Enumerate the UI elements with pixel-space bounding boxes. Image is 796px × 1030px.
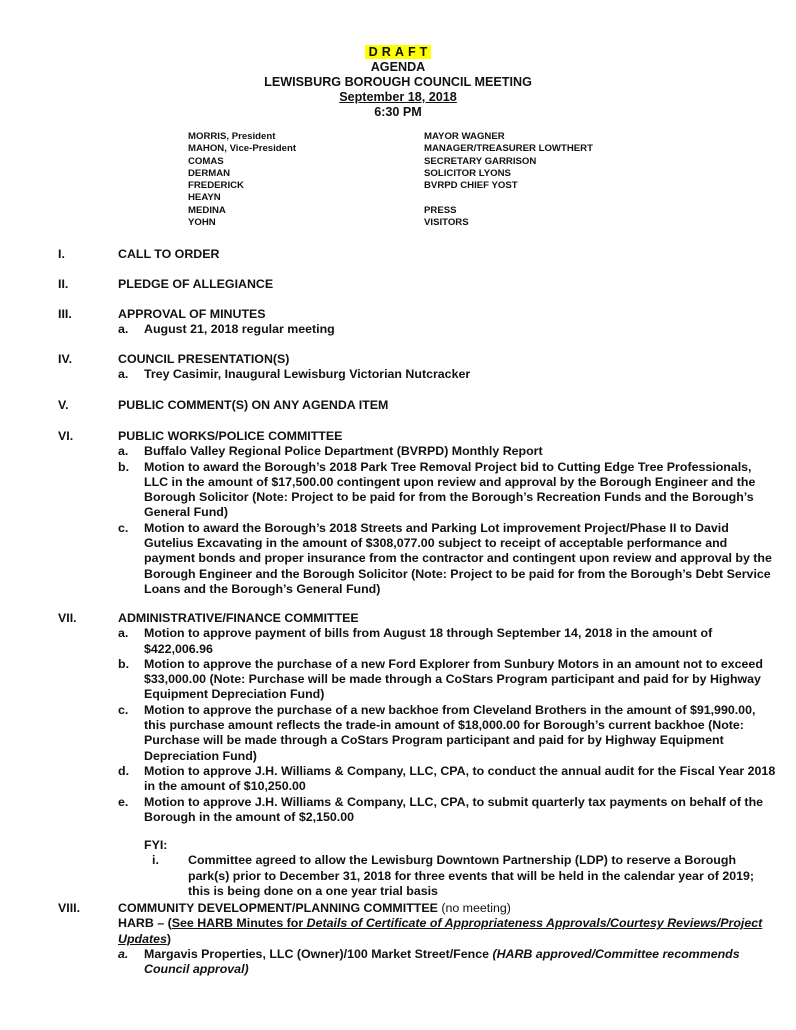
agenda-item — [118, 626, 778, 657]
item-label: a. — [118, 946, 129, 961]
agenda-item — [118, 367, 778, 382]
agenda-section-admin-finance — [58, 611, 778, 899]
item-label: c. — [118, 520, 129, 535]
item-text: Motion to award the Borough’s 2018 Park Tree Removal Project bid to Cutting Edge Tree Professionals, LLC in the amount of $17,500.00 contingent upon review and approval by the Borough Engineer and the Borough Solicitor (Note: Project to be paid for from the Borough’s Recreation Funds and the Borough’s General Fund) — [144, 459, 756, 520]
agenda-item — [118, 703, 778, 764]
section-title: PUBLIC COMMENT(S) ON ANY AGENDA ITEM — [118, 398, 389, 412]
section-number: IV. — [58, 352, 73, 366]
item-text: Buffalo Valley Regional Police Department (BVRPD) Monthly Report — [144, 444, 543, 459]
item-text: Motion to approve J.H. Williams & Company, LLC, CPA, to conduct the annual audit for the Fiscal Year 2018 in the amount of $10,250.00 — [144, 763, 776, 794]
meeting-date: September 18, 2018 — [339, 90, 457, 104]
agenda-item — [118, 444, 778, 459]
item-text: Motion to approve the purchase of a new Ford Explorer from Sunbury Motors in an amount not to exceed $33,000.00 (Note: Purchase will be made through a CoStars Program participant and paid for by Highway Equipment Depreciation Fund) — [144, 656, 763, 702]
roster-entry: MAYOR WAGNER — [424, 131, 505, 142]
agenda-item — [118, 460, 778, 521]
agenda-item — [118, 657, 778, 703]
item-label: a. — [118, 626, 129, 641]
item-label: i. — [152, 853, 159, 868]
document-header — [0, 45, 796, 120]
meeting-time: 6:30 PM — [374, 105, 422, 119]
fyi-block — [144, 838, 778, 899]
section-number: V. — [58, 398, 69, 412]
item-text: August 21, 2018 regular meeting — [144, 322, 335, 337]
item-label: b. — [118, 656, 130, 671]
roster-entry: DERMAN — [188, 167, 231, 179]
agenda-item — [118, 521, 778, 597]
section-title-line — [118, 901, 778, 916]
roster-entry: YOHN — [188, 217, 216, 229]
section-title: COMMUNITY DEVELOPMENT/PLANNING COMMITTEE — [118, 901, 438, 915]
harb-line — [118, 916, 778, 947]
roster-entry: MAHON, Vice-President — [188, 143, 297, 155]
item-text: Motion to approve the purchase of a new backhoe from Cleveland Brothers in the amount of $91,990.00, this purchase amount reflects the trade-in amount of $18,000.00 for Borough’s current backhoe (Note: Purchase will be made through a CoStars Program participant and paid for by Highway Equipment Depreciation Fund) — [144, 702, 756, 763]
agenda-title: AGENDA — [370, 60, 426, 74]
agenda-section-community-development — [58, 901, 778, 977]
item-label: a. — [118, 367, 129, 382]
agenda-item — [118, 947, 778, 978]
item-label: a. — [118, 444, 129, 459]
roster-entry: VISITORS — [424, 217, 469, 229]
roster-entry: SOLICITOR LYONS — [424, 167, 511, 179]
agenda-section-public-works — [58, 429, 778, 597]
harb-prefix: HARB – ( — [118, 916, 172, 931]
section-title: COUNCIL PRESENTATION(S) — [118, 352, 290, 366]
item-text: Motion to approve payment of bills from August 18 through September 14, 2018 in the amount of $422,006.96 — [144, 626, 713, 656]
item-text: Trey Casimir, Inaugural Lewisburg Victorian Nutcracker — [144, 367, 471, 382]
harb-link-text: See HARB Minutes for — [171, 916, 307, 931]
item-label: c. — [118, 702, 129, 717]
fyi-item — [144, 853, 778, 899]
agenda-item — [118, 764, 778, 795]
item-label: e. — [118, 794, 129, 809]
item-label: b. — [118, 459, 130, 474]
item-label: a. — [118, 322, 129, 337]
roster-entry: SECRETARY GARRISON — [424, 155, 537, 167]
section-title: ADMINISTRATIVE/FINANCE COMMITTEE — [118, 611, 359, 625]
roster-entry: MORRIS, President — [188, 131, 276, 142]
roster-entry: HEAYN — [188, 192, 221, 204]
section-number: VII. — [58, 611, 77, 625]
item-text: Motion to approve J.H. Williams & Company, LLC, CPA, to submit quarterly tax payments on behalf of the Borough in the amount of $2,150.00 — [144, 794, 764, 824]
section-number: VIII. — [58, 901, 81, 915]
harb-suffix: ) — [166, 931, 172, 946]
section-title-note: (no meeting) — [441, 901, 511, 915]
item-text: Committee agreed to allow the Lewisburg Downtown Partnership (LDP) to reserve a Borough park(s) prior to December 31, 2018 for three events that will be held in the calendar year of 2019; this is being done on a one year trial basis — [188, 853, 755, 899]
item-label: d. — [118, 763, 130, 778]
officials-roster — [424, 131, 593, 229]
roster-gap — [424, 192, 593, 204]
agenda-section-public-comment — [58, 398, 778, 413]
section-number: III. — [58, 307, 72, 321]
agenda-section-pledge — [58, 277, 778, 292]
item-text: Motion to award the Borough’s 2018 Streets and Parking Lot improvement Project/Phase II to David Gutelius Excavating in the amount of $308,077.00 subject to receipt of acceptable performance and payment bonds and proper insurance from the contractor and contingent upon review and approval by the Borough Engineer and the Borough Solicitor (Note: Project to be paid for from the Borough’s Debt Service Loans and the Borough’s General Fund) — [144, 520, 772, 596]
section-title: APPROVAL OF MINUTES — [118, 307, 266, 321]
section-title: PUBLIC WORKS/POLICE COMMITTEE — [118, 429, 343, 443]
fyi-label: FYI: — [144, 838, 168, 853]
agenda-item — [118, 795, 778, 826]
harb-link-italic: Details of Certificate of Appropriateness Approvals/Courtesy Reviews/Project Updates — [118, 916, 763, 946]
section-title: PLEDGE OF ALLEGIANCE — [118, 277, 274, 291]
draft-badge: DRAFT — [365, 45, 432, 59]
agenda-item — [118, 322, 778, 337]
section-number: I. — [58, 247, 65, 261]
roster-entry: MANAGER/TREASURER LOWTHERT — [424, 143, 593, 155]
item-text: Margavis Properties, LLC (Owner)/100 Market Street/Fence — [144, 946, 493, 961]
section-title: CALL TO ORDER — [118, 247, 220, 261]
roster-entry: PRESS — [424, 204, 457, 216]
roster-entry: FREDERICK — [188, 180, 244, 192]
item-note: (HARB approved/Committee recommends Council approval) — [144, 946, 740, 977]
meeting-title: LEWISBURG BOROUGH COUNCIL MEETING — [264, 75, 532, 89]
section-number: VI. — [58, 429, 74, 443]
harb-minutes-link[interactable] — [118, 916, 762, 945]
council-roster — [188, 131, 296, 229]
roster-entry: BVRPD CHIEF YOST — [424, 180, 518, 192]
roster-entry: COMAS — [188, 155, 224, 167]
section-number: II. — [58, 277, 69, 291]
agenda-section-minutes — [58, 307, 778, 338]
agenda-section-call-to-order — [58, 247, 778, 262]
roster-entry: MEDINA — [188, 204, 226, 216]
agenda-section-presentations — [58, 352, 778, 383]
